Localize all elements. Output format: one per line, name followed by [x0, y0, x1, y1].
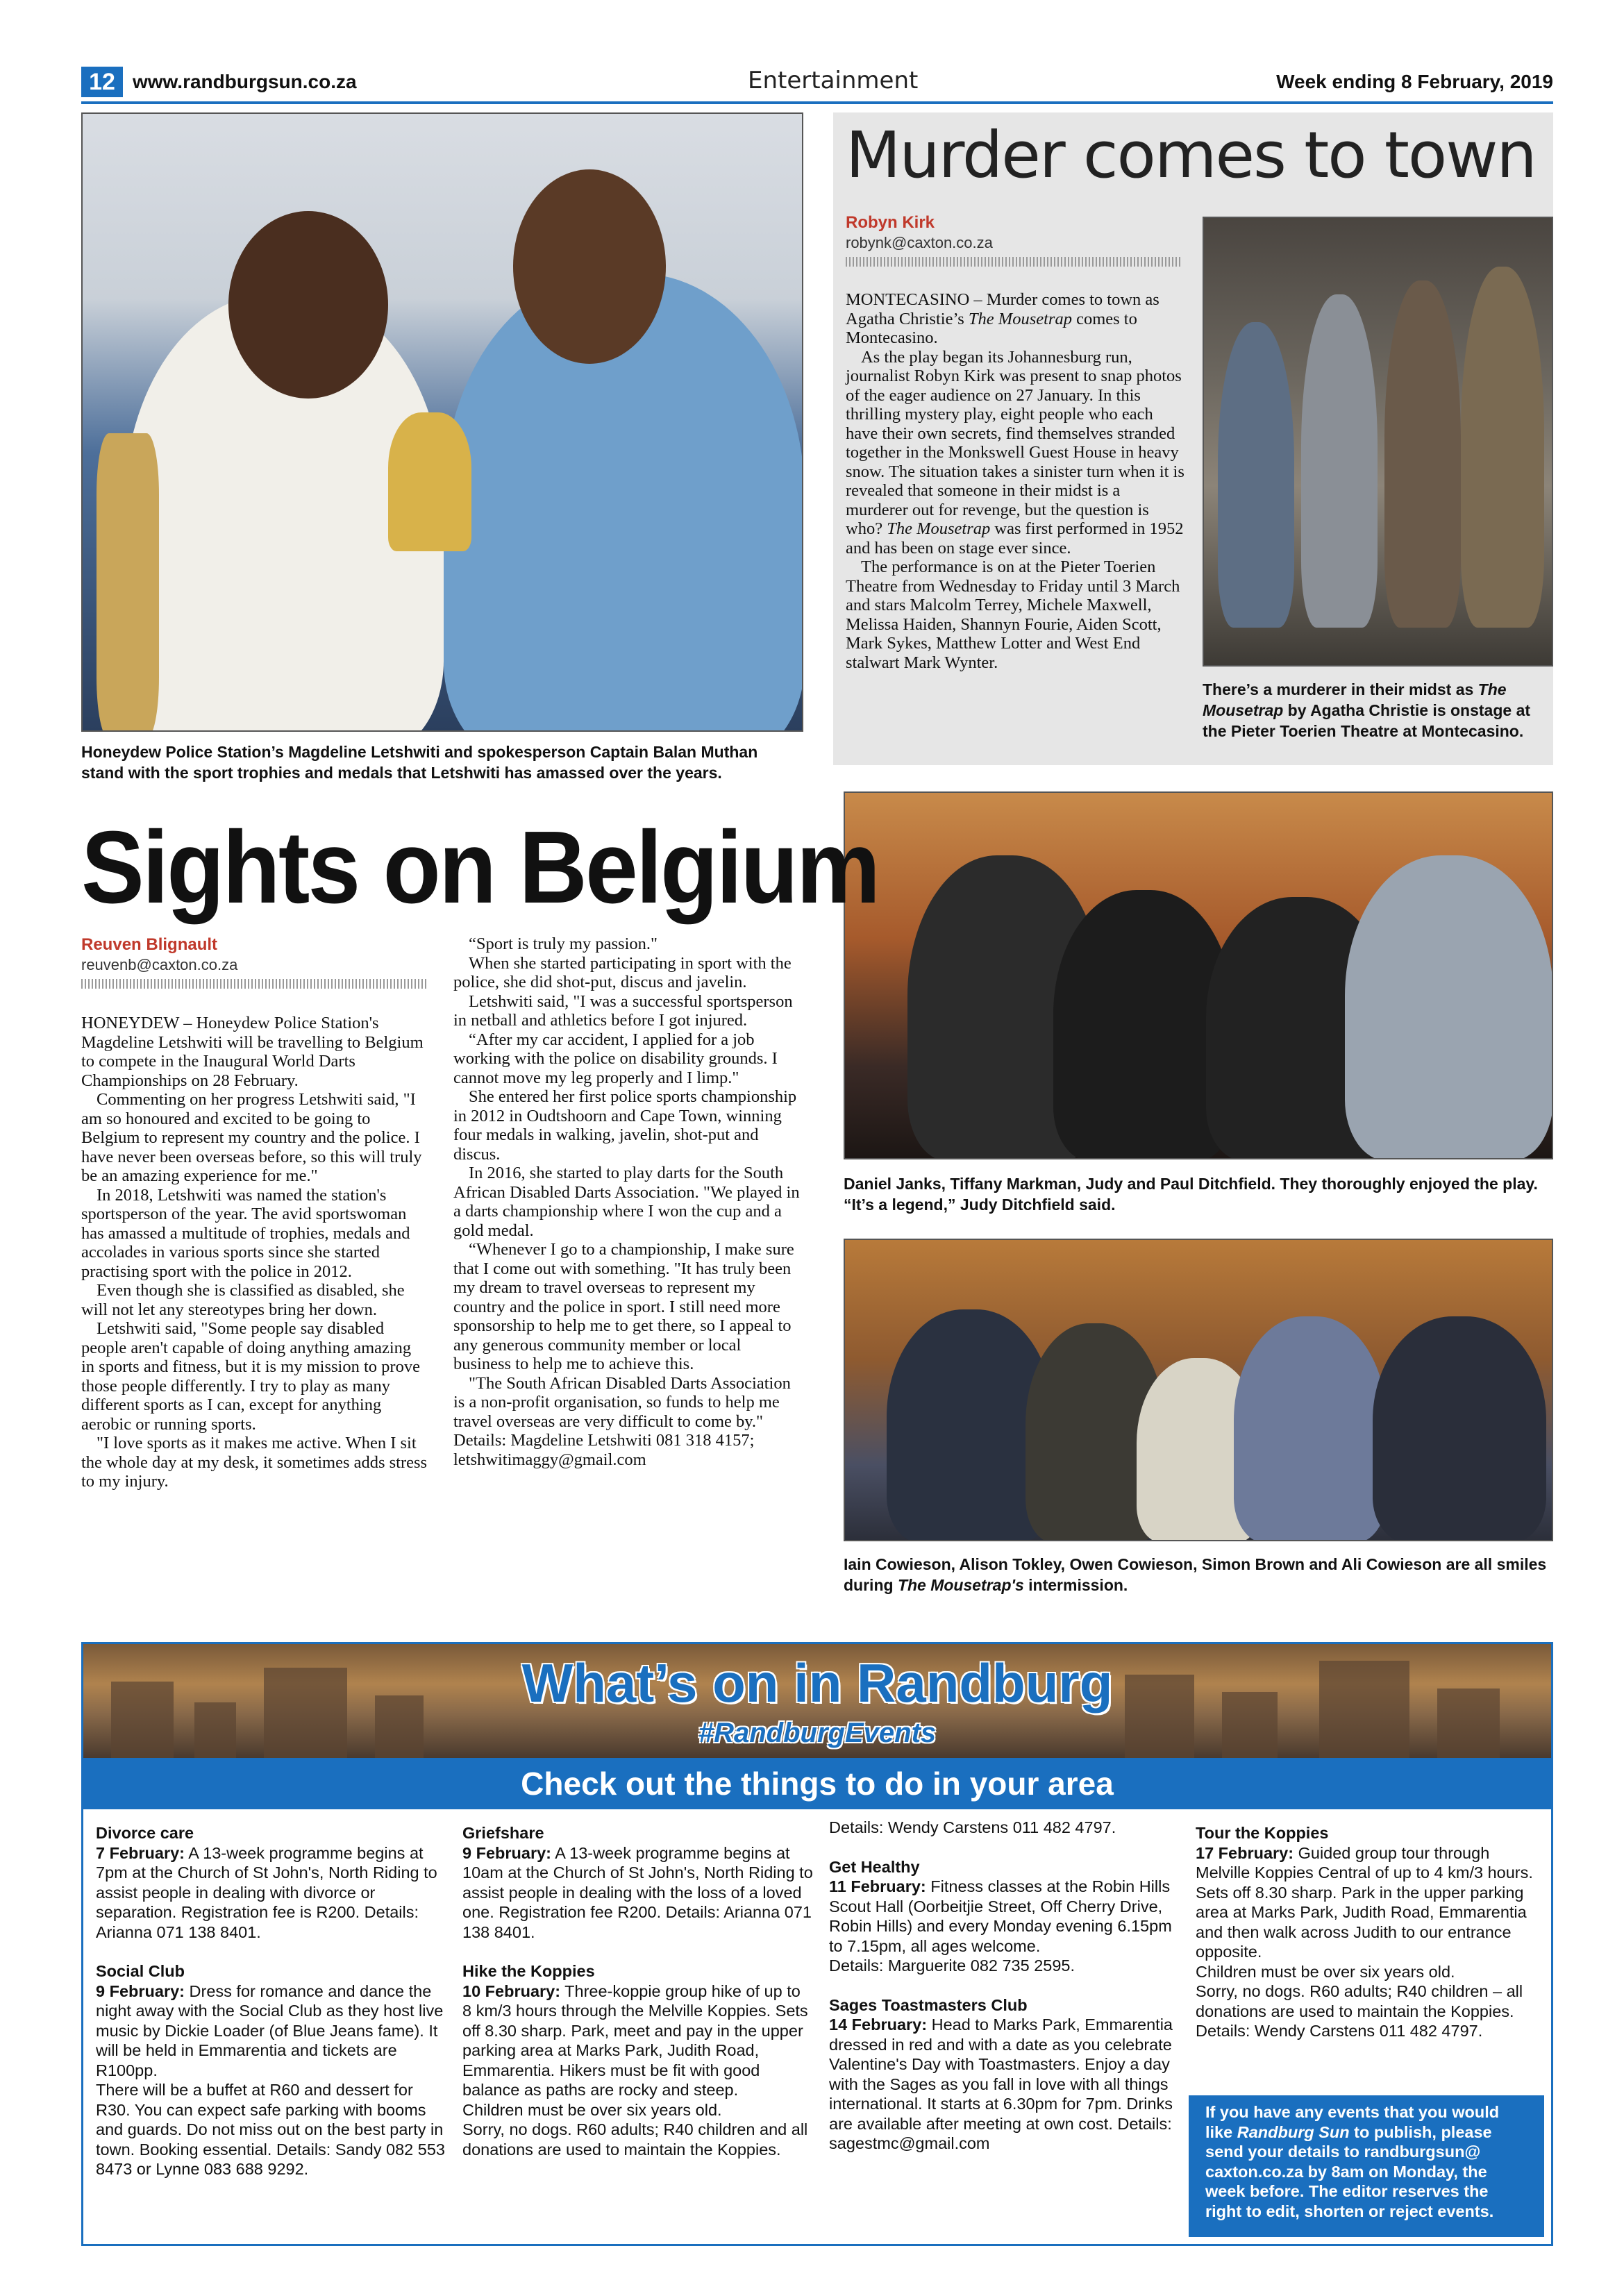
event-healthy: 11 February: Fitness classes at the Robin Hills Scout Hall (Oorbeitjie Street, Off Cherry Drive, Robin Hills) and every Monday evening 6.15pm to 7.15pm, all ages welcome. [829, 1877, 1172, 1955]
belgium-c1-p2: In 2018, Letshwiti was named the station's sportsperson of the year. The avid sportswoman has amassed a multitude of trophies, medals and accolades in various sports since she started practising sport with the police in 2012. [81, 1185, 410, 1281]
belgium-c1-p0: HONEYDEW – Honeydew Police Station's Magdeline Letshwiti will be travelling to Belgium to compete in the Inaugural World Darts Championships on 28 February. [81, 1014, 424, 1090]
whats-on-title: What’s on in Randburg [521, 1652, 1113, 1713]
events-column-3 [829, 1818, 1176, 2154]
belgium-c2-p0: “Sport is truly my passion." [469, 935, 658, 953]
header-rule [81, 101, 1553, 104]
murder-headline: Murder comes to town [846, 118, 1536, 192]
event-title-hike: Hike the Koppies [462, 1962, 595, 1980]
belgium-c2-p4: She entered her first police sports championship in 2012 in Oudtshoorn and Cape Town, winning four medals in walking, javelin, shot-put and discus. [453, 1087, 797, 1164]
belgium-headline: Sights on Belgium [81, 810, 879, 925]
whats-on-box [81, 1642, 1553, 2246]
events-column-2 [462, 1823, 813, 2159]
event-hike-fees: Sorry, no dogs. R60 adults; R40 children and all donations are used to maintain the Koppies. [462, 2120, 808, 2159]
event-tour-details: Details: Wendy Carstens 011 482 4797. [1196, 2022, 1483, 2040]
belgium-c2-details: Details: Magdeline Letshwiti 081 318 4157; letshwitimaggy@gmail.com [453, 1431, 755, 1469]
event-title-healthy: Get Healthy [829, 1857, 920, 1876]
event-title-griefshare: Griefshare [462, 1824, 544, 1842]
cowieson-caption: Iain Cowieson, Alison Tokley, Owen Cowieson, Simon Brown and Ali Cowieson are all smiles during The Mousetrap's intermission. [844, 1555, 1547, 1594]
murder-byline-rule [846, 257, 1182, 267]
belgium-c2-p6: “Whenever I go to a championship, I make sure that I come out with something. "It has truly been my dream to travel overseas to represent my country and the police in sport. I still need more sponsorship to help me to get there, so I appeal to any generous community member or local business to help me to achieve this. [453, 1240, 794, 1373]
ditchfield-photo [844, 791, 1553, 1159]
murder-email[interactable]: robynk@caxton.co.za [846, 234, 993, 251]
event-griefshare: 9 February: A 13-week programme begins at 10am at the Church of St John's, North Riding to assist people in dealing with the loss of a loved one. Registration fee R200. Details: Arianna 071 138 8401. [462, 1843, 813, 1941]
submit-events-promo: If you have any events that you would like Randburg Sun to publish, please send your details to randburgsun@ caxton.co.za by 8am on Monday, the week before. The editor reserves the right to edit, shorten or reject events. [1189, 2095, 1544, 2237]
event-tour-fees: Sorry, no dogs. R60 adults; R40 children – all donations are used to maintain the Koppies. [1196, 1982, 1523, 2020]
mousetrap-cast-caption: There’s a murderer in their midst as The Mousetrap by Agatha Christie is onstage at the Pieter Toerien Theatre at Montecasino. [1203, 680, 1531, 740]
event-wendy-details: Details: Wendy Carstens 011 482 4797. [829, 1818, 1116, 1836]
mousetrap-cast-photo [1203, 217, 1553, 667]
police-photo-caption: Honeydew Police Station’s Magdeline Letshwiti and spokesperson Captain Balan Muthan stand with the sport trophies and medals that Letshwiti has amassed over the years. [81, 743, 758, 782]
whats-on-hashtag: #RandburgEvents [698, 1718, 937, 1748]
cowieson-photo [844, 1239, 1553, 1541]
belgium-column-2 [453, 935, 802, 1469]
page-header [81, 67, 1553, 97]
event-social-more: There will be a buffet at R60 and dessert for R30. You can expect safe parking with booms and guards. Do not miss out on the best party in town. Booking essential. Details: Sandy 082 553 8473 or Lynne 083 688 9292. [96, 2081, 445, 2178]
murder-para-3: The performance is on at the Pieter Toerien Theatre from Wednesday to Friday until 3 March and stars Malcolm Terrey, Michele Maxwell, Melissa Haiden, Shannyn Fourie, Aiden Scott, Mark Sykes, Matthew Lotter and West End stalwart Mark Wynter. [846, 558, 1180, 672]
murder-para-2: As the play began its Johannesburg run, journalist Robyn Kirk was present to snap photos of the eager audience on 27 January. In this thrilling mystery play, eight people who each have their own secrets, find themselves stranded together in the Monkswell Guest House in heavy snow. The situation takes a sinister turn when it is revealed that someone in their midst is a murderer out for revenge, but the question is who? The Mousetrap was first performed in 1952 and has been on stage ever since. [846, 347, 1184, 558]
event-title-tour: Tour the Koppies [1196, 1824, 1329, 1842]
belgium-email[interactable]: reuvenb@caxton.co.za [81, 956, 238, 973]
event-healthy-details: Details: Marguerite 082 735 2595. [829, 1956, 1075, 1975]
belgium-column-1 [81, 1014, 428, 1491]
belgium-c1-p4: Letshwiti said, "Some people say disabled people aren't capable of doing anything amazing in sports and fitness, but it is my mission to prove those people differently. I try to play as many different sports as I can, except for anything aerobic or running sports. [81, 1319, 420, 1434]
ditchfield-caption: Daniel Janks, Tiffany Markman, Judy and Paul Ditchfield. They thoroughly enjoyed the play. “It’s a legend,” Judy Ditchfield said. [844, 1175, 1538, 1214]
issue-date: Week ending 8 February, 2019 [1276, 71, 1553, 92]
whats-on-subtitle: Check out the things to do in your area [83, 1758, 1551, 1809]
event-divorce: 7 February: A 13-week programme begins at 7pm at the Church of St John's, North Riding to assist people in dealing with divorce or separation. Registration fee is R200. Details: Arianna 071 138 8401. [96, 1843, 437, 1941]
page-number: 12 [81, 67, 123, 97]
event-title-sages: Sages Toastmasters Club [829, 1995, 1028, 2014]
belgium-c2-p3: “After my car accident, I applied for a job working with the police on disability grounds. I cannot move my leg properly and I limp." [453, 1030, 778, 1087]
section-name: Entertainment [748, 67, 919, 94]
event-title-divorce: Divorce care [96, 1824, 194, 1842]
event-social: 9 February: Dress for romance and dance the night away with the Social Club as they host live music by Dickie Loader (of Blue Jeans fame). It will be held in Emmarentia and tickets are R100pp. [96, 1981, 444, 2079]
murder-author: Robyn Kirk [846, 213, 935, 232]
belgium-c1-p5: "I love sports as it makes me active. When I sit the whole day at my desk, it sometimes adds stress to my injury. [81, 1434, 428, 1491]
whats-on-banner [83, 1644, 1551, 1758]
belgium-c1-p3: Even though she is classified as disabled, she will not let any stereotypes bring her down. [81, 1281, 405, 1319]
murder-body [846, 290, 1184, 672]
belgium-c2-p7: "The South African Disabled Darts Association is a non-profit organisation, so funds to help me travel overseas are very difficult to come by." [453, 1373, 791, 1431]
belgium-c1-p1: Commenting on her progress Letshwiti said, "I am so honoured and excited to be going to Belgium to represent my country and the police. I have never been overseas before, so this will truly be an amazing experience for me." [81, 1090, 422, 1185]
belgium-c2-p2: Letshwiti said, "I was a successful sportsperson in netball and athletics before I got injured. [453, 991, 793, 1030]
event-tour: 17 February: Guided group tour through Melville Koppies Central of up to 4 km/3 hours. Sets off 8.30 sharp. Park in the upper parking area at Marks Park, Judith Road, Emmarentia and then walk across Judith to our entrance opposite. [1196, 1843, 1533, 1961]
murder-para-1: MONTECASINO – Murder comes to town as Agatha Christie’s The Mousetrap comes to Montecasino. [846, 290, 1160, 347]
event-sages: 14 February: Head to Marks Park, Emmarentia dressed in red and with a date as you celebrate Valentine's Day with Toastmasters. Enjoy a day with the Sages as you fall in love with all things international. It starts at 6.30pm for 7pm. Drinks are available after meeting at own cost. Details: sagestmc@gmail.com [829, 2016, 1173, 2152]
belgium-c2-p5: In 2016, she started to play darts for the South African Disabled Darts Association. "We played in a darts championship where I won the cup and a gold medal. [453, 1164, 800, 1240]
site-url[interactable]: www.randburgsun.co.za [133, 71, 357, 92]
event-hike: 10 February: Three-koppie group hike of up to 8 km/3 hours through the Melville Koppies. Sets off 8.30 sharp. Park, meet and pay in the upper parking area at Marks Park, Judith Road, Emmarentia. Hikers must be fit with good balance as paths are rocky and steep. [462, 1981, 808, 2099]
belgium-author: Reuven Blignault [81, 935, 218, 954]
belgium-c2-p1: When she started participating in sport with the police, she did shot-put, discus and javelin. [453, 953, 792, 991]
events-column-4 [1196, 1823, 1543, 2041]
events-column-1 [96, 1823, 446, 2179]
police-photo [81, 112, 803, 732]
event-tour-children: Children must be over six years old. [1196, 1962, 1455, 1981]
event-title-social: Social Club [96, 1962, 185, 1980]
event-hike-children: Children must be over six years old. [462, 2100, 722, 2119]
belgium-byline-rule [81, 979, 428, 989]
